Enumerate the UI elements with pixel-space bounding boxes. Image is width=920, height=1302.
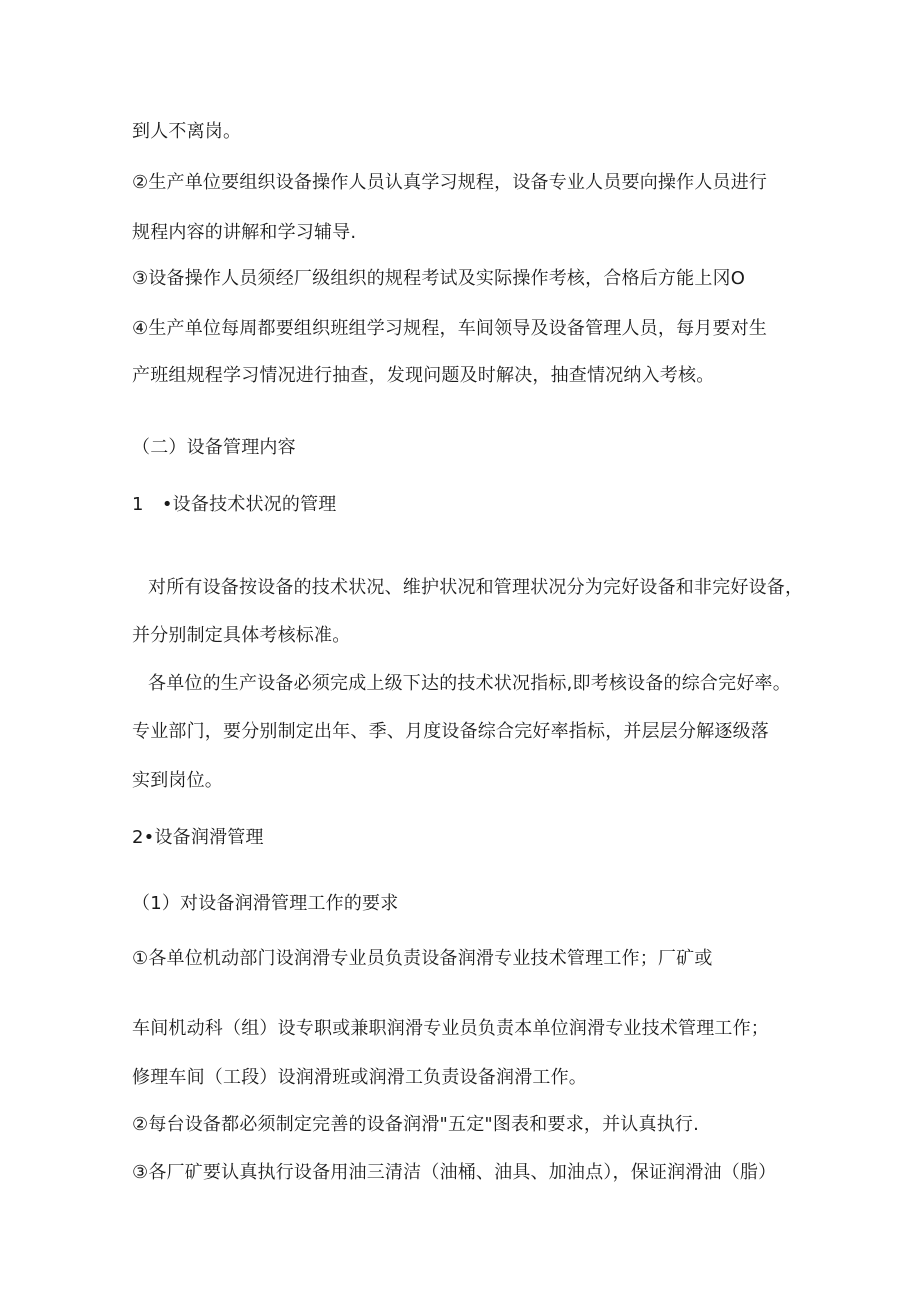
text-line: 对所有设备按设备的技术状况、维护状况和管理状况分为完好设备和非完好设备，	[148, 577, 804, 598]
text-line: 规程内容的讲解和学习辅导.	[132, 222, 357, 243]
text-line: 专业部门，要分别制定出年、季、月度设备综合完好率指标，并层层分解逐级落	[132, 721, 769, 742]
item-heading: （1）对设备润滑管理工作的要求	[132, 893, 399, 914]
text-line: ③设备操作人员须经厂级组织的规程考试及实际操作考核，合格后方能上冈O	[132, 268, 746, 289]
text-line: 修理车间（工段）设润滑班或润滑工负责设备润滑工作。	[132, 1067, 587, 1088]
text-line: ③各厂矿要认真执行设备用油三清洁（油桶、油具、加油点），保证润滑油（脂）	[132, 1162, 777, 1183]
text-line: 各单位的生产设备必须完成上级下达的技术状况指标,即考核设备的综合完好率。	[148, 673, 791, 694]
text-line: ①各单位机动部门设润滑专业员负责设备润滑专业技术管理工作；厂矿或	[132, 948, 713, 969]
text-line: ④生产单位每周都要组织班组学习规程，车间领导及设备管理人员，每月要对生	[132, 318, 768, 339]
text-line: 实到岗位。	[132, 770, 223, 791]
text-line: ②每台设备都必须制定完善的设备润滑"五定"图表和要求，并认真执行.	[132, 1114, 700, 1135]
subsection-heading: 2•设备润滑管理	[132, 827, 264, 848]
text-line: 产班组规程学习情况进行抽查，发现问题及时解决，抽查情况纳入考核。	[132, 365, 715, 386]
section-heading: （二）设备管理内容	[132, 437, 296, 458]
subsection-heading: 1 •设备技术状况的管理	[132, 494, 337, 515]
text-line: ②生产单位要组织设备操作人员认真学习规程，设备专业人员要向操作人员进行	[132, 172, 768, 193]
text-line: 到人不离岗。	[132, 121, 242, 142]
text-line: 车间机动科（组）设专职或兼职润滑专业员负责本单位润滑专业技术管理工作；	[132, 1018, 769, 1039]
text-line: 并分别制定具体考核标准。	[132, 625, 351, 646]
